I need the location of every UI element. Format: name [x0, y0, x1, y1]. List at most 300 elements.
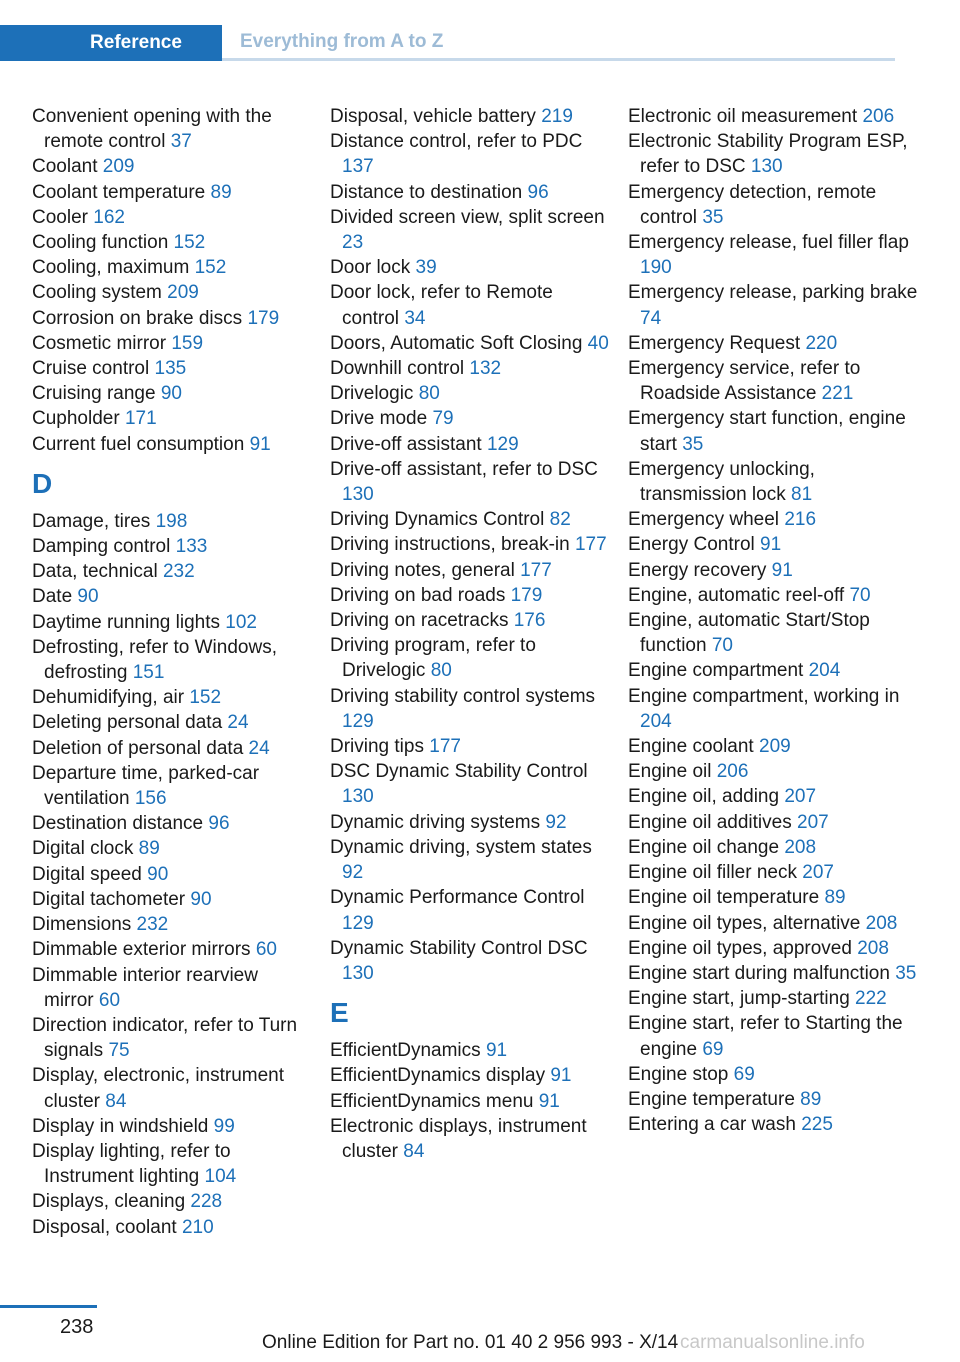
page-link[interactable]: 90 [160, 383, 182, 405]
index-term: Emergency release, fuel filler flap [628, 232, 909, 254]
index-entry [32, 381, 312, 406]
index-term: Dynamic driving, system states [330, 836, 592, 858]
index-term: Engine compartment, working in [628, 685, 900, 707]
page-link[interactable]: 159 [171, 332, 204, 354]
page-link[interactable]: 171 [124, 408, 157, 430]
index-entry [330, 1089, 610, 1114]
index-term: Cooler [32, 206, 88, 228]
index-column-2 [330, 104, 610, 1164]
index-entry [330, 255, 610, 280]
index-entry [330, 608, 610, 633]
index-term: Emergency service, refer to Roadside Assistance [628, 358, 861, 405]
page-link[interactable]: 232 [162, 561, 195, 583]
index-entry [628, 784, 918, 809]
index-entry [32, 280, 312, 305]
index-term: Digital tachometer [32, 888, 186, 910]
page-link[interactable]: 207 [784, 786, 817, 808]
page-link[interactable]: 152 [189, 687, 222, 709]
page-link[interactable]: 225 [801, 1114, 833, 1136]
index-entry [330, 759, 610, 809]
index-term: EfficientDynamics menu [330, 1090, 534, 1112]
page-link[interactable]: 219 [541, 106, 573, 127]
index-term: Engine oil filler neck [628, 862, 797, 884]
page-link[interactable]: 209 [759, 736, 791, 758]
page-number: 238 [60, 1316, 94, 1338]
page-link[interactable]: 133 [175, 536, 208, 558]
section-tab: Reference [0, 25, 222, 61]
index-entry [32, 1063, 312, 1113]
index-entry [628, 986, 918, 1011]
index-entry [32, 255, 312, 280]
index-term: Display, electronic, instrument cluster [32, 1065, 285, 1112]
index-entry [628, 1112, 918, 1137]
index-term: Defrosting, refer to Windows, defrosting [32, 636, 277, 684]
index-term: Engine compartment [628, 660, 804, 682]
index-letter-heading: E [330, 997, 349, 1029]
index-term: Damage, tires [32, 510, 151, 532]
index-term: Electronic oil measurement [628, 106, 858, 127]
page-link[interactable]: 70 [711, 635, 733, 657]
index-entry [330, 180, 610, 205]
page-link[interactable]: 35 [702, 206, 724, 228]
page-link[interactable]: 82 [549, 509, 571, 531]
page-link[interactable]: 104 [204, 1166, 237, 1188]
page-link[interactable]: 84 [403, 1140, 425, 1162]
index-entry [628, 608, 918, 658]
index-term: Cruising range [32, 383, 156, 405]
index-entry [32, 937, 312, 962]
index-term: Engine start, refer to Starting the engine [628, 1013, 903, 1060]
index-term: Dehumidifying, air [32, 687, 185, 709]
index-term: Driving program, refer to Drivelogic [330, 635, 536, 682]
page-link[interactable]: 130 [342, 786, 374, 808]
index-term: Digital speed [32, 863, 142, 885]
watermark: carmanualsonline.info [680, 1332, 865, 1353]
page-link[interactable]: 207 [797, 811, 829, 833]
page-link[interactable]: 35 [682, 433, 704, 455]
index-entry [330, 1114, 610, 1164]
index-entry [330, 104, 610, 129]
index-entry [628, 230, 918, 280]
index-entry [330, 381, 610, 406]
page-header [0, 25, 895, 61]
index-entry [330, 406, 610, 431]
index-term: Energy Control [628, 534, 755, 556]
page-link[interactable]: 198 [155, 510, 188, 532]
page-link[interactable]: 102 [225, 611, 257, 633]
index-term: Doors, Automatic Soft Closing [330, 332, 583, 354]
breadcrumb: Everything from A to Z [222, 25, 895, 61]
index-entry [32, 610, 312, 635]
page-link[interactable]: 92 [545, 811, 567, 833]
index-term: Engine temperature [628, 1088, 795, 1110]
index-entry [32, 1215, 312, 1240]
page-link[interactable]: 91 [485, 1040, 508, 1062]
index-term: Engine oil temperature [628, 887, 820, 909]
index-term: Driving tips [330, 736, 424, 758]
page-link[interactable]: 69 [733, 1063, 755, 1085]
index-entry [330, 835, 610, 885]
index-entry [330, 205, 610, 255]
page-link[interactable]: 70 [849, 584, 871, 606]
page-link[interactable]: 69 [702, 1038, 724, 1060]
index-term: Date [32, 586, 73, 608]
page-link[interactable]: 210 [181, 1216, 214, 1238]
page-link[interactable]: 79 [432, 408, 454, 430]
index-term: Emergency start function, engine start [628, 408, 906, 455]
page-link[interactable]: 207 [802, 862, 834, 884]
index-term: Display lighting, refer to Instrument lighting [32, 1140, 231, 1188]
index-term: Engine oil change [628, 836, 780, 858]
page-link[interactable]: 151 [132, 662, 165, 684]
page-link[interactable]: 208 [784, 836, 817, 858]
index-entry [32, 887, 312, 912]
index-entry [330, 457, 610, 507]
index-term: Direction indicator, refer to Turn signals [32, 1014, 298, 1062]
index-entry [628, 457, 918, 507]
index-entry [330, 810, 610, 835]
index-term: Entering a car wash [628, 1114, 796, 1136]
page-link[interactable]: 90 [190, 888, 212, 910]
page-link[interactable]: 129 [486, 433, 519, 455]
index-entry [628, 911, 918, 936]
index-entry [628, 810, 918, 835]
page-link[interactable]: 190 [640, 257, 672, 279]
index-term: Display in windshield [32, 1115, 209, 1137]
index-entry [330, 331, 610, 356]
index-entry [32, 736, 312, 761]
page-link[interactable]: 152 [173, 232, 206, 254]
index-term: Distance control, refer to PDC [330, 131, 583, 153]
page-link[interactable]: 60 [255, 939, 277, 961]
index-entry [628, 129, 918, 179]
page-link[interactable]: 74 [640, 307, 662, 329]
index-term: Convenient opening with the remote control [32, 106, 272, 153]
index-term: Engine start during malfunction [628, 962, 890, 984]
index-term: Driving on bad roads [330, 584, 506, 606]
page-link[interactable]: 80 [418, 383, 440, 405]
page-link[interactable]: 91 [538, 1090, 560, 1112]
footer-rule [0, 1305, 97, 1308]
index-term: Emergency unlocking, transmission lock [628, 458, 815, 506]
index-entry [32, 230, 312, 255]
index-term: Divided screen view, split screen [330, 206, 605, 228]
page-link[interactable]: 96 [208, 813, 230, 835]
page-link[interactable]: 81 [791, 484, 813, 506]
page-link[interactable]: 89 [210, 181, 232, 203]
index-entry [330, 684, 610, 734]
index-entry [330, 633, 610, 683]
page-link[interactable]: 24 [227, 712, 249, 734]
index-entry [330, 1063, 610, 1088]
index-term: Electronic Stability Program ESP, refer to DSC [628, 131, 908, 178]
page-link[interactable]: 75 [108, 1040, 130, 1062]
index-entry [32, 154, 312, 179]
index-term: Cosmetic mirror [32, 332, 167, 354]
index-term: Cooling function [32, 232, 169, 254]
page-link[interactable]: 156 [134, 788, 167, 810]
page-link[interactable]: 222 [855, 988, 887, 1010]
page-link[interactable]: 40 [587, 332, 609, 354]
page-link[interactable]: 34 [404, 307, 426, 329]
index-entry [628, 180, 918, 230]
page-link[interactable]: 135 [154, 358, 187, 380]
index-entry [32, 584, 312, 609]
index-term: Engine oil additives [628, 811, 792, 833]
index-entry [628, 1062, 918, 1087]
index-entry [628, 331, 918, 356]
index-entry [32, 509, 312, 534]
index-entry [628, 1087, 918, 1112]
page-link[interactable]: 60 [98, 989, 121, 1011]
edition-note: Online Edition for Part no. 01 40 2 956 993 - X/14 [262, 1332, 679, 1353]
index-entry [330, 129, 610, 179]
index-term: Engine oil, adding [628, 786, 780, 808]
index-term: Damping control [32, 536, 171, 558]
page-link[interactable]: 91 [760, 534, 782, 556]
index-entry [32, 1189, 312, 1214]
index-entry [32, 356, 312, 381]
index-term: DSC Dynamic Stability Control [330, 761, 588, 783]
index-term: Deleting personal data [32, 712, 223, 734]
index-entry [330, 936, 610, 986]
index-term: Drive mode [330, 408, 428, 430]
index-term: Driving instructions, break-in [330, 534, 570, 556]
index-entry [330, 1038, 610, 1063]
index-entry [32, 635, 312, 685]
index-entry [32, 306, 312, 331]
index-entry [628, 734, 918, 759]
index-term: Cupholder [32, 408, 120, 430]
index-term: Door lock, refer to Remote control [330, 282, 553, 329]
index-entry [628, 885, 918, 910]
index-entry [32, 685, 312, 710]
index-term: Departure time, parked-car ventilation [32, 762, 260, 810]
index-entry [628, 406, 918, 456]
index-entry [628, 532, 918, 557]
index-entry [330, 356, 610, 381]
index-entry [628, 684, 918, 734]
index-entry [628, 759, 918, 784]
index-term: Driving stability control systems [330, 685, 596, 707]
index-entry [628, 961, 918, 986]
index-entry [32, 912, 312, 937]
index-term: Disposal, vehicle battery [330, 106, 536, 127]
page-link[interactable]: 99 [213, 1115, 235, 1137]
page-link[interactable]: 39 [415, 257, 437, 279]
index-term: Cooling, maximum [32, 257, 190, 279]
page-link[interactable]: 90 [147, 863, 169, 885]
page-link[interactable]: 162 [93, 206, 125, 228]
index-term: Electronic displays, instrument cluster [330, 1115, 587, 1162]
index-term: Digital clock [32, 838, 134, 860]
index-term: Engine stop [628, 1063, 729, 1085]
index-term: Engine oil types, alternative [628, 912, 861, 934]
index-entry [32, 811, 312, 836]
index-columns [32, 104, 918, 1274]
page-link[interactable]: 209 [167, 282, 199, 304]
index-term: Dynamic Performance Control [330, 887, 585, 909]
page-link[interactable]: 92 [342, 862, 364, 884]
page-link[interactable]: 179 [510, 584, 543, 606]
index-term: Door lock [330, 257, 411, 279]
index-entry [32, 1139, 312, 1189]
index-entry [32, 963, 312, 1013]
page-link[interactable]: 129 [342, 912, 374, 934]
page-link[interactable]: 91 [550, 1065, 572, 1087]
index-term: Driving Dynamics Control [330, 509, 545, 531]
page-link[interactable]: 221 [821, 383, 854, 405]
page-link[interactable]: 80 [430, 660, 452, 682]
index-term: Drive-off assistant [330, 433, 482, 455]
index-term: Disposal, coolant [32, 1216, 177, 1238]
page-link[interactable]: 152 [194, 257, 227, 279]
index-term: Emergency release, parking brake [628, 282, 918, 304]
index-entry [330, 280, 610, 330]
index-term: Engine oil types, approved [628, 937, 852, 959]
index-term: Coolant temperature [32, 181, 206, 203]
page-link[interactable]: 208 [857, 937, 889, 959]
index-entry [330, 734, 610, 759]
index-entry [32, 761, 312, 811]
index-term: Emergency wheel [628, 509, 780, 531]
page-link[interactable]: 232 [136, 914, 169, 936]
index-term: Dynamic Stability Control DSC [330, 937, 588, 959]
index-entry [330, 532, 610, 557]
index-term: Driving on racetracks [330, 610, 509, 632]
index-term: Cruise control [32, 358, 150, 380]
index-entry [32, 836, 312, 861]
index-entry [32, 559, 312, 584]
index-term: Destination distance [32, 813, 204, 835]
index-term: Daytime running lights [32, 611, 220, 633]
index-entry [628, 1011, 918, 1061]
index-term: Engine coolant [628, 736, 754, 758]
index-entry [32, 1013, 312, 1063]
page-link[interactable]: 208 [865, 912, 898, 934]
index-entry [32, 862, 312, 887]
index-entry [628, 507, 918, 532]
page-link[interactable]: 206 [862, 106, 895, 127]
page-link[interactable]: 91 [249, 433, 271, 455]
index-entry [628, 280, 918, 330]
page-link[interactable]: 129 [342, 710, 374, 732]
index-term: Engine start, jump-starting [628, 988, 850, 1010]
index-entry [32, 406, 312, 431]
page-link[interactable]: 96 [527, 181, 549, 203]
page-link[interactable]: 209 [102, 156, 135, 178]
index-entry [330, 432, 610, 457]
index-term: Engine, automatic reel-off [628, 584, 845, 606]
index-term: Downhill control [330, 358, 465, 380]
index-term: Dimensions [32, 914, 132, 936]
index-entry [32, 432, 312, 457]
index-letter-heading: D [32, 467, 53, 499]
page-link[interactable]: 84 [105, 1090, 127, 1112]
index-entry [330, 558, 610, 583]
index-term: Displays, cleaning [32, 1191, 186, 1213]
index-entry [628, 936, 918, 961]
index-term: Cooling system [32, 282, 162, 304]
index-term: Deletion of personal data [32, 737, 244, 759]
page-link[interactable]: 91 [771, 559, 793, 581]
index-term: Emergency detection, remote control [628, 181, 877, 228]
index-entry [32, 534, 312, 559]
index-entry [628, 658, 918, 683]
index-term: Corrosion on brake discs [32, 307, 243, 329]
page-link[interactable]: 176 [513, 610, 546, 632]
index-entry [628, 558, 918, 583]
page-link[interactable]: 228 [190, 1191, 223, 1213]
index-term: Data, technical [32, 561, 158, 583]
page-link[interactable]: 220 [805, 332, 838, 354]
index-entry [32, 205, 312, 230]
index-term: Engine oil [628, 761, 712, 783]
index-entry [32, 710, 312, 735]
page-link[interactable]: 130 [750, 156, 783, 178]
index-entry [32, 104, 312, 154]
page-link[interactable]: 132 [469, 358, 502, 380]
index-term: Dimmable exterior mirrors [32, 939, 251, 961]
index-term: Driving notes, general [330, 559, 515, 581]
page-link[interactable]: 130 [342, 962, 374, 984]
index-term: EfficientDynamics display [330, 1065, 546, 1087]
page-link[interactable]: 177 [520, 559, 552, 581]
page-link[interactable]: 35 [895, 962, 917, 984]
page-link[interactable]: 90 [77, 586, 99, 608]
index-column-3 [628, 104, 918, 1137]
page-link[interactable]: 204 [808, 660, 841, 682]
page-link[interactable]: 23 [342, 232, 364, 254]
page-link[interactable]: 137 [342, 156, 374, 178]
index-entry [32, 180, 312, 205]
index-term: Current fuel consumption [32, 433, 245, 455]
index-term: Dynamic driving systems [330, 811, 541, 833]
index-term: Drivelogic [330, 383, 414, 405]
page-link[interactable]: 130 [342, 484, 374, 506]
page-link[interactable]: 177 [574, 534, 607, 556]
index-term: EfficientDynamics [330, 1040, 481, 1062]
index-entry [628, 104, 918, 129]
index-column-1 [32, 104, 312, 1240]
page-link[interactable]: 204 [640, 710, 672, 732]
page-link[interactable]: 37 [170, 131, 192, 153]
page-link[interactable]: 89 [824, 887, 846, 909]
index-entry [628, 835, 918, 860]
index-entry [628, 860, 918, 885]
page-link[interactable]: 177 [429, 736, 461, 758]
index-entry [330, 507, 610, 532]
index-entry [330, 583, 610, 608]
index-entry [330, 885, 610, 935]
index-entry [628, 583, 918, 608]
index-term: Drive-off assistant, refer to DSC [330, 458, 598, 480]
page-link[interactable]: 24 [248, 737, 270, 759]
index-term: Energy recovery [628, 559, 767, 581]
page-link[interactable]: 89 [800, 1088, 822, 1110]
index-term: Emergency Request [628, 332, 801, 354]
page-link[interactable]: 216 [784, 509, 817, 531]
page-link[interactable]: 206 [716, 761, 749, 783]
page-link[interactable]: 89 [138, 838, 160, 860]
index-term: Dimmable interior rearview mirror [32, 964, 258, 1011]
index-term: Distance to destination [330, 181, 523, 203]
index-entry [32, 331, 312, 356]
index-term: Engine, automatic Start/Stop function [628, 610, 870, 657]
index-entry [628, 356, 918, 406]
index-term: Coolant [32, 156, 98, 178]
page-link[interactable]: 179 [247, 307, 280, 329]
